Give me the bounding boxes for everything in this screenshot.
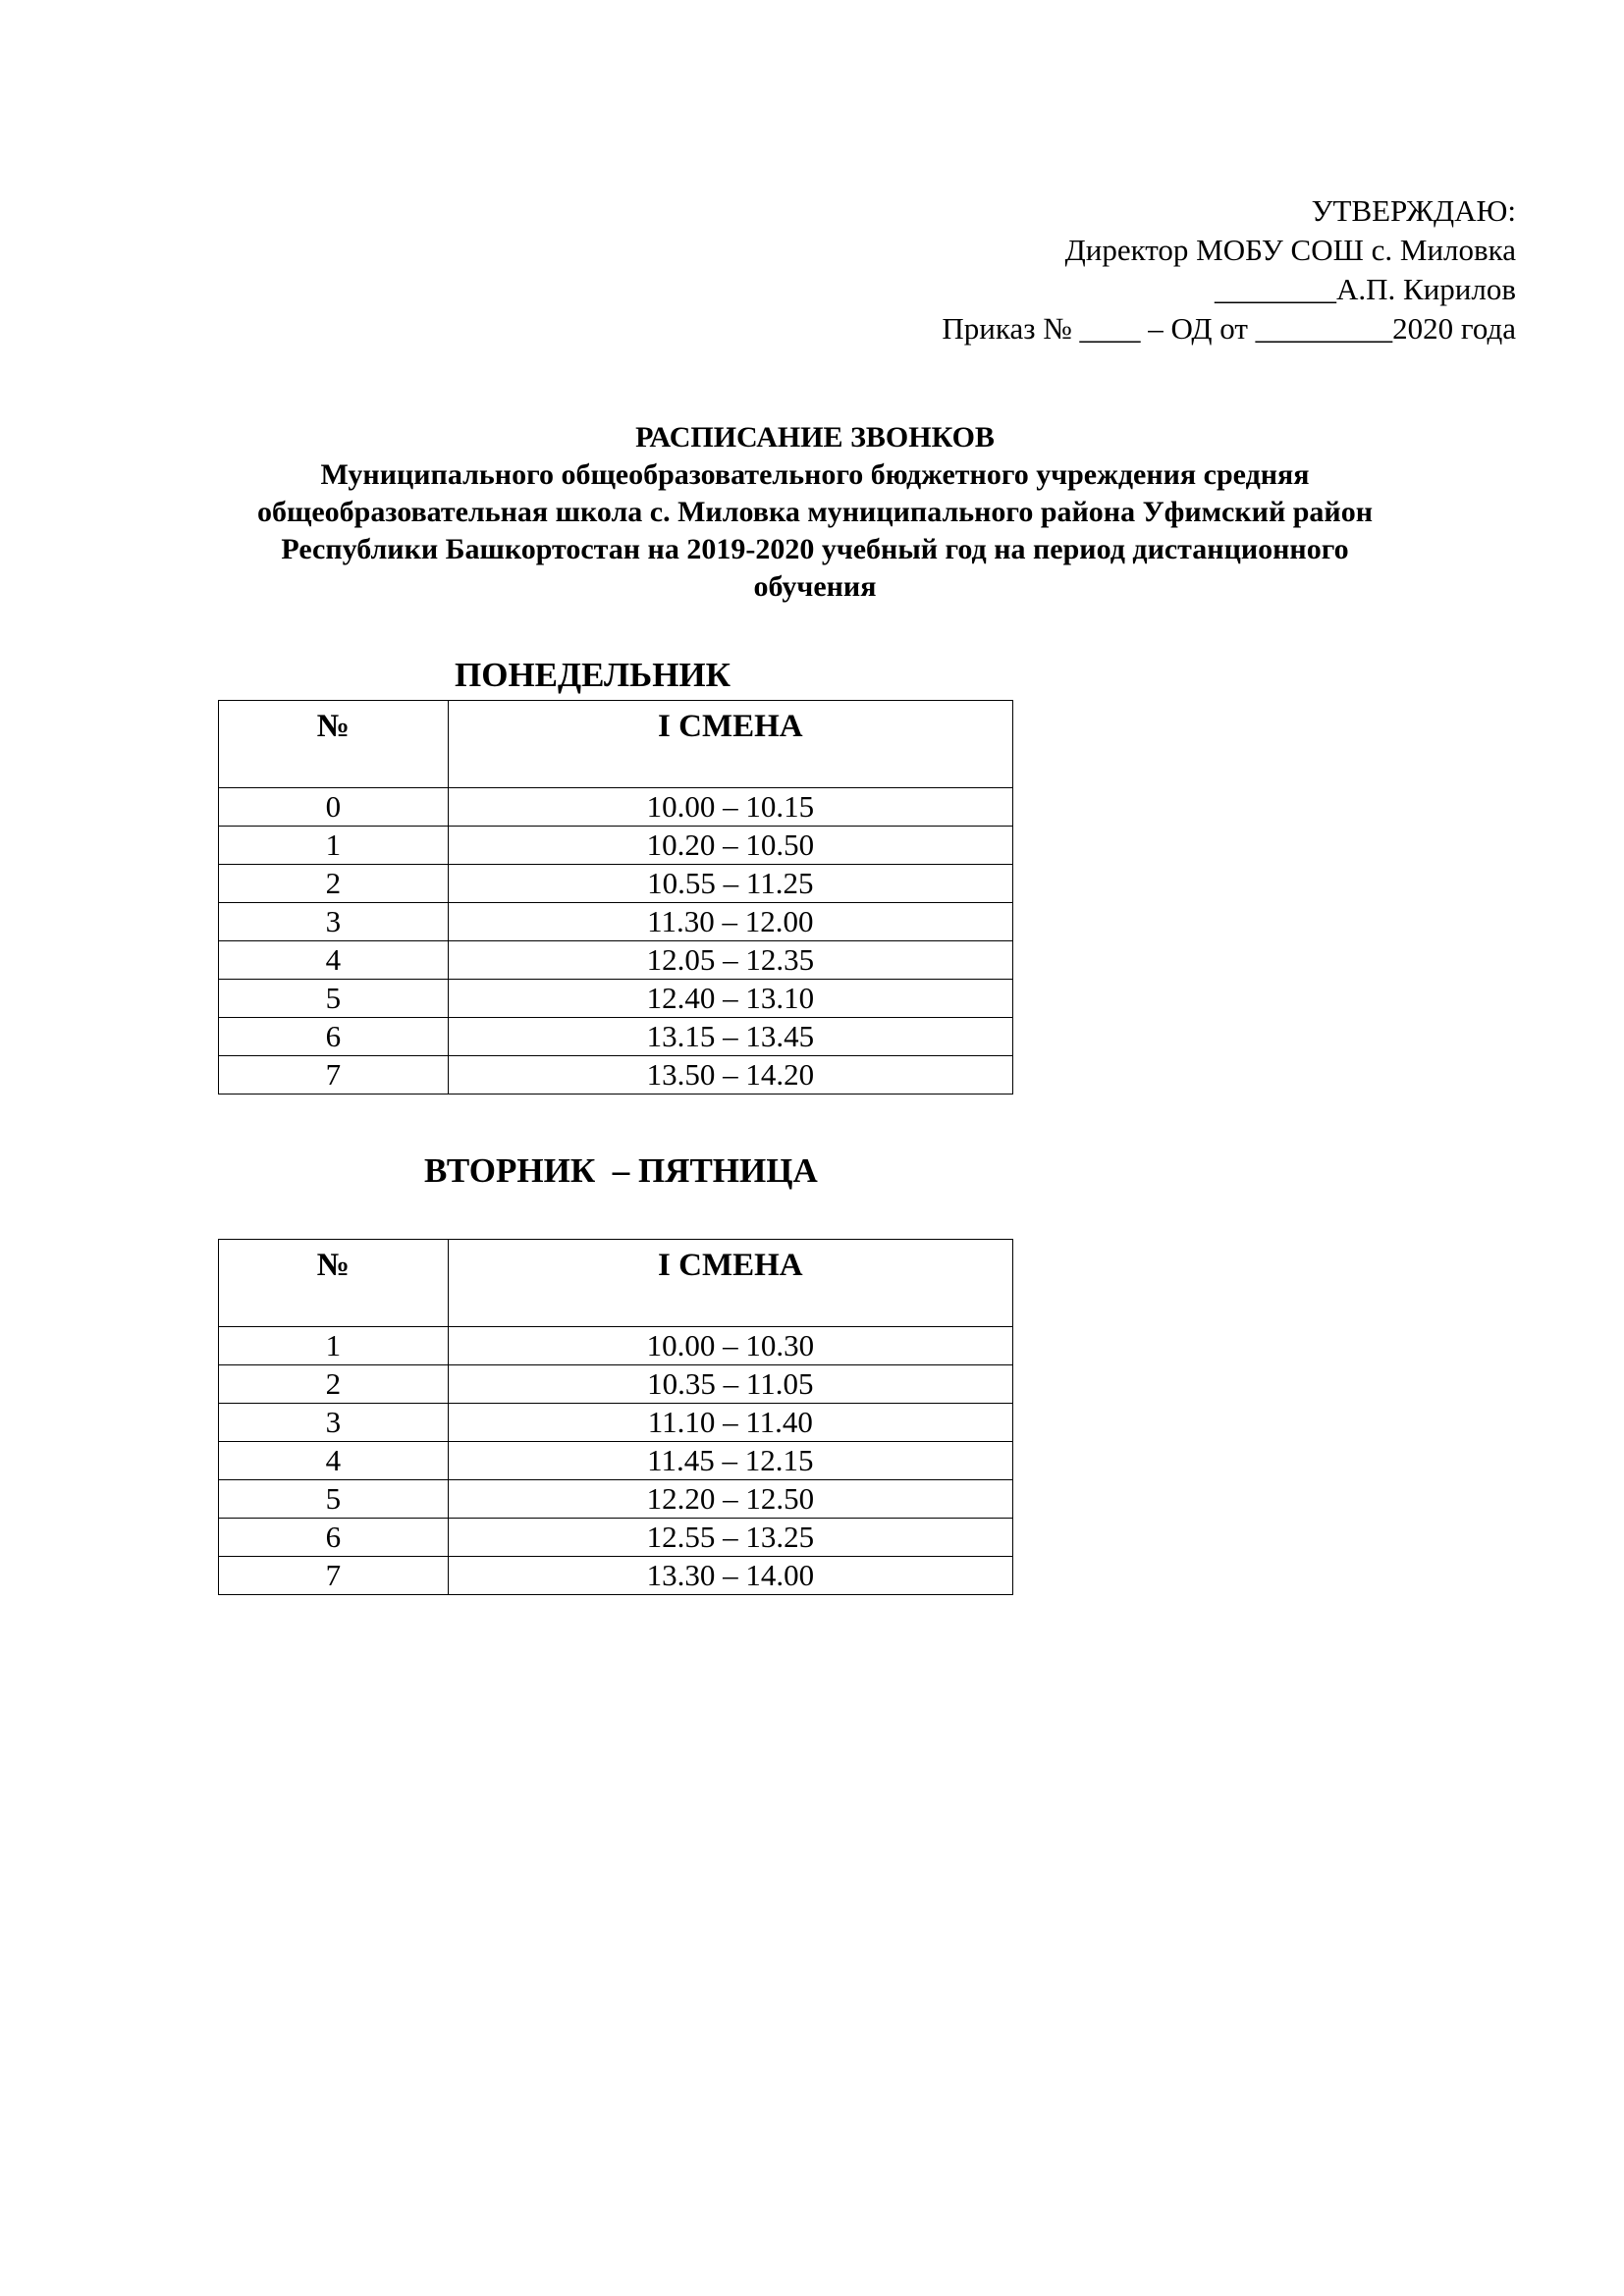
column-header-number: №	[219, 1240, 449, 1327]
table-row	[219, 788, 1013, 827]
monday-heading: ПОНЕДЕЛЬНИК	[455, 656, 731, 694]
column-header-shift: I СМЕНА	[448, 701, 1012, 788]
table-row	[219, 1056, 1013, 1095]
table-row	[219, 941, 1013, 980]
table-row	[219, 1018, 1013, 1056]
table-row	[219, 1442, 1013, 1480]
title-line-3: Республики Башкортостан на 2019-2020 учебный год на период дистанционного	[281, 533, 1349, 565]
lesson-number: 1	[219, 1327, 449, 1365]
lesson-time: 13.15 – 13.45	[448, 1018, 1012, 1056]
lesson-number: 4	[219, 1442, 449, 1480]
lesson-number: 6	[219, 1018, 449, 1056]
title-line-4: обучения	[753, 570, 877, 603]
column-header-shift: I СМЕНА	[448, 1240, 1012, 1327]
table-row	[219, 1404, 1013, 1442]
lesson-number: 5	[219, 1480, 449, 1519]
table-row	[219, 1519, 1013, 1557]
lesson-time: 12.55 – 13.25	[448, 1519, 1012, 1557]
approval-heading: УТВЕРЖДАЮ:	[1311, 193, 1516, 228]
table-row	[219, 1480, 1013, 1519]
table-row	[219, 1365, 1013, 1404]
title-line-2: общеобразовательная школа с. Миловка муниципального района Уфимский район	[257, 496, 1373, 528]
table-row	[219, 865, 1013, 903]
lesson-time: 13.30 – 14.00	[448, 1557, 1012, 1595]
lesson-number: 3	[219, 1404, 449, 1442]
table-header-row	[219, 701, 1013, 788]
lesson-number: 1	[219, 827, 449, 865]
lesson-number: 7	[219, 1056, 449, 1095]
lesson-time: 11.10 – 11.40	[448, 1404, 1012, 1442]
lesson-time: 12.40 – 13.10	[448, 980, 1012, 1018]
document-title	[196, 419, 1434, 606]
lesson-time: 12.20 – 12.50	[448, 1480, 1012, 1519]
lesson-time: 10.00 – 10.15	[448, 788, 1012, 827]
approval-block	[942, 191, 1516, 348]
lesson-time: 10.00 – 10.30	[448, 1327, 1012, 1365]
lesson-number: 2	[219, 1365, 449, 1404]
table-row	[219, 827, 1013, 865]
lesson-time: 10.20 – 10.50	[448, 827, 1012, 865]
lesson-time: 10.35 – 11.05	[448, 1365, 1012, 1404]
approval-director: Директор МОБУ СОШ с. Миловка	[1064, 233, 1516, 267]
lesson-number: 2	[219, 865, 449, 903]
lesson-number: 7	[219, 1557, 449, 1595]
monday-schedule-table	[218, 700, 1013, 1095]
approval-order: Приказ № ____ – ОД от _________2020 года	[942, 311, 1516, 346]
table-row	[219, 1327, 1013, 1365]
lesson-number: 6	[219, 1519, 449, 1557]
lesson-number: 4	[219, 941, 449, 980]
lesson-time: 11.45 – 12.15	[448, 1442, 1012, 1480]
lesson-number: 0	[219, 788, 449, 827]
table-row	[219, 903, 1013, 941]
lesson-number: 3	[219, 903, 449, 941]
title-line-1: Муниципального общеобразовательного бюджетного учреждения средняя	[320, 458, 1310, 491]
lesson-time: 13.50 – 14.20	[448, 1056, 1012, 1095]
table-row	[219, 1557, 1013, 1595]
table-row	[219, 980, 1013, 1018]
approval-signature: ________А.П. Кирилов	[1215, 272, 1516, 306]
lesson-time: 11.30 – 12.00	[448, 903, 1012, 941]
tuesday-friday-schedule-table	[218, 1239, 1013, 1595]
main-title: РАСПИСАНИЕ ЗВОНКОВ	[635, 421, 995, 454]
lesson-time: 10.55 – 11.25	[448, 865, 1012, 903]
table-header-row	[219, 1240, 1013, 1327]
lesson-time: 12.05 – 12.35	[448, 941, 1012, 980]
lesson-number: 5	[219, 980, 449, 1018]
tuesday-friday-heading: ВТОРНИК – ПЯТНИЦА	[424, 1151, 818, 1190]
column-header-number: №	[219, 701, 449, 788]
